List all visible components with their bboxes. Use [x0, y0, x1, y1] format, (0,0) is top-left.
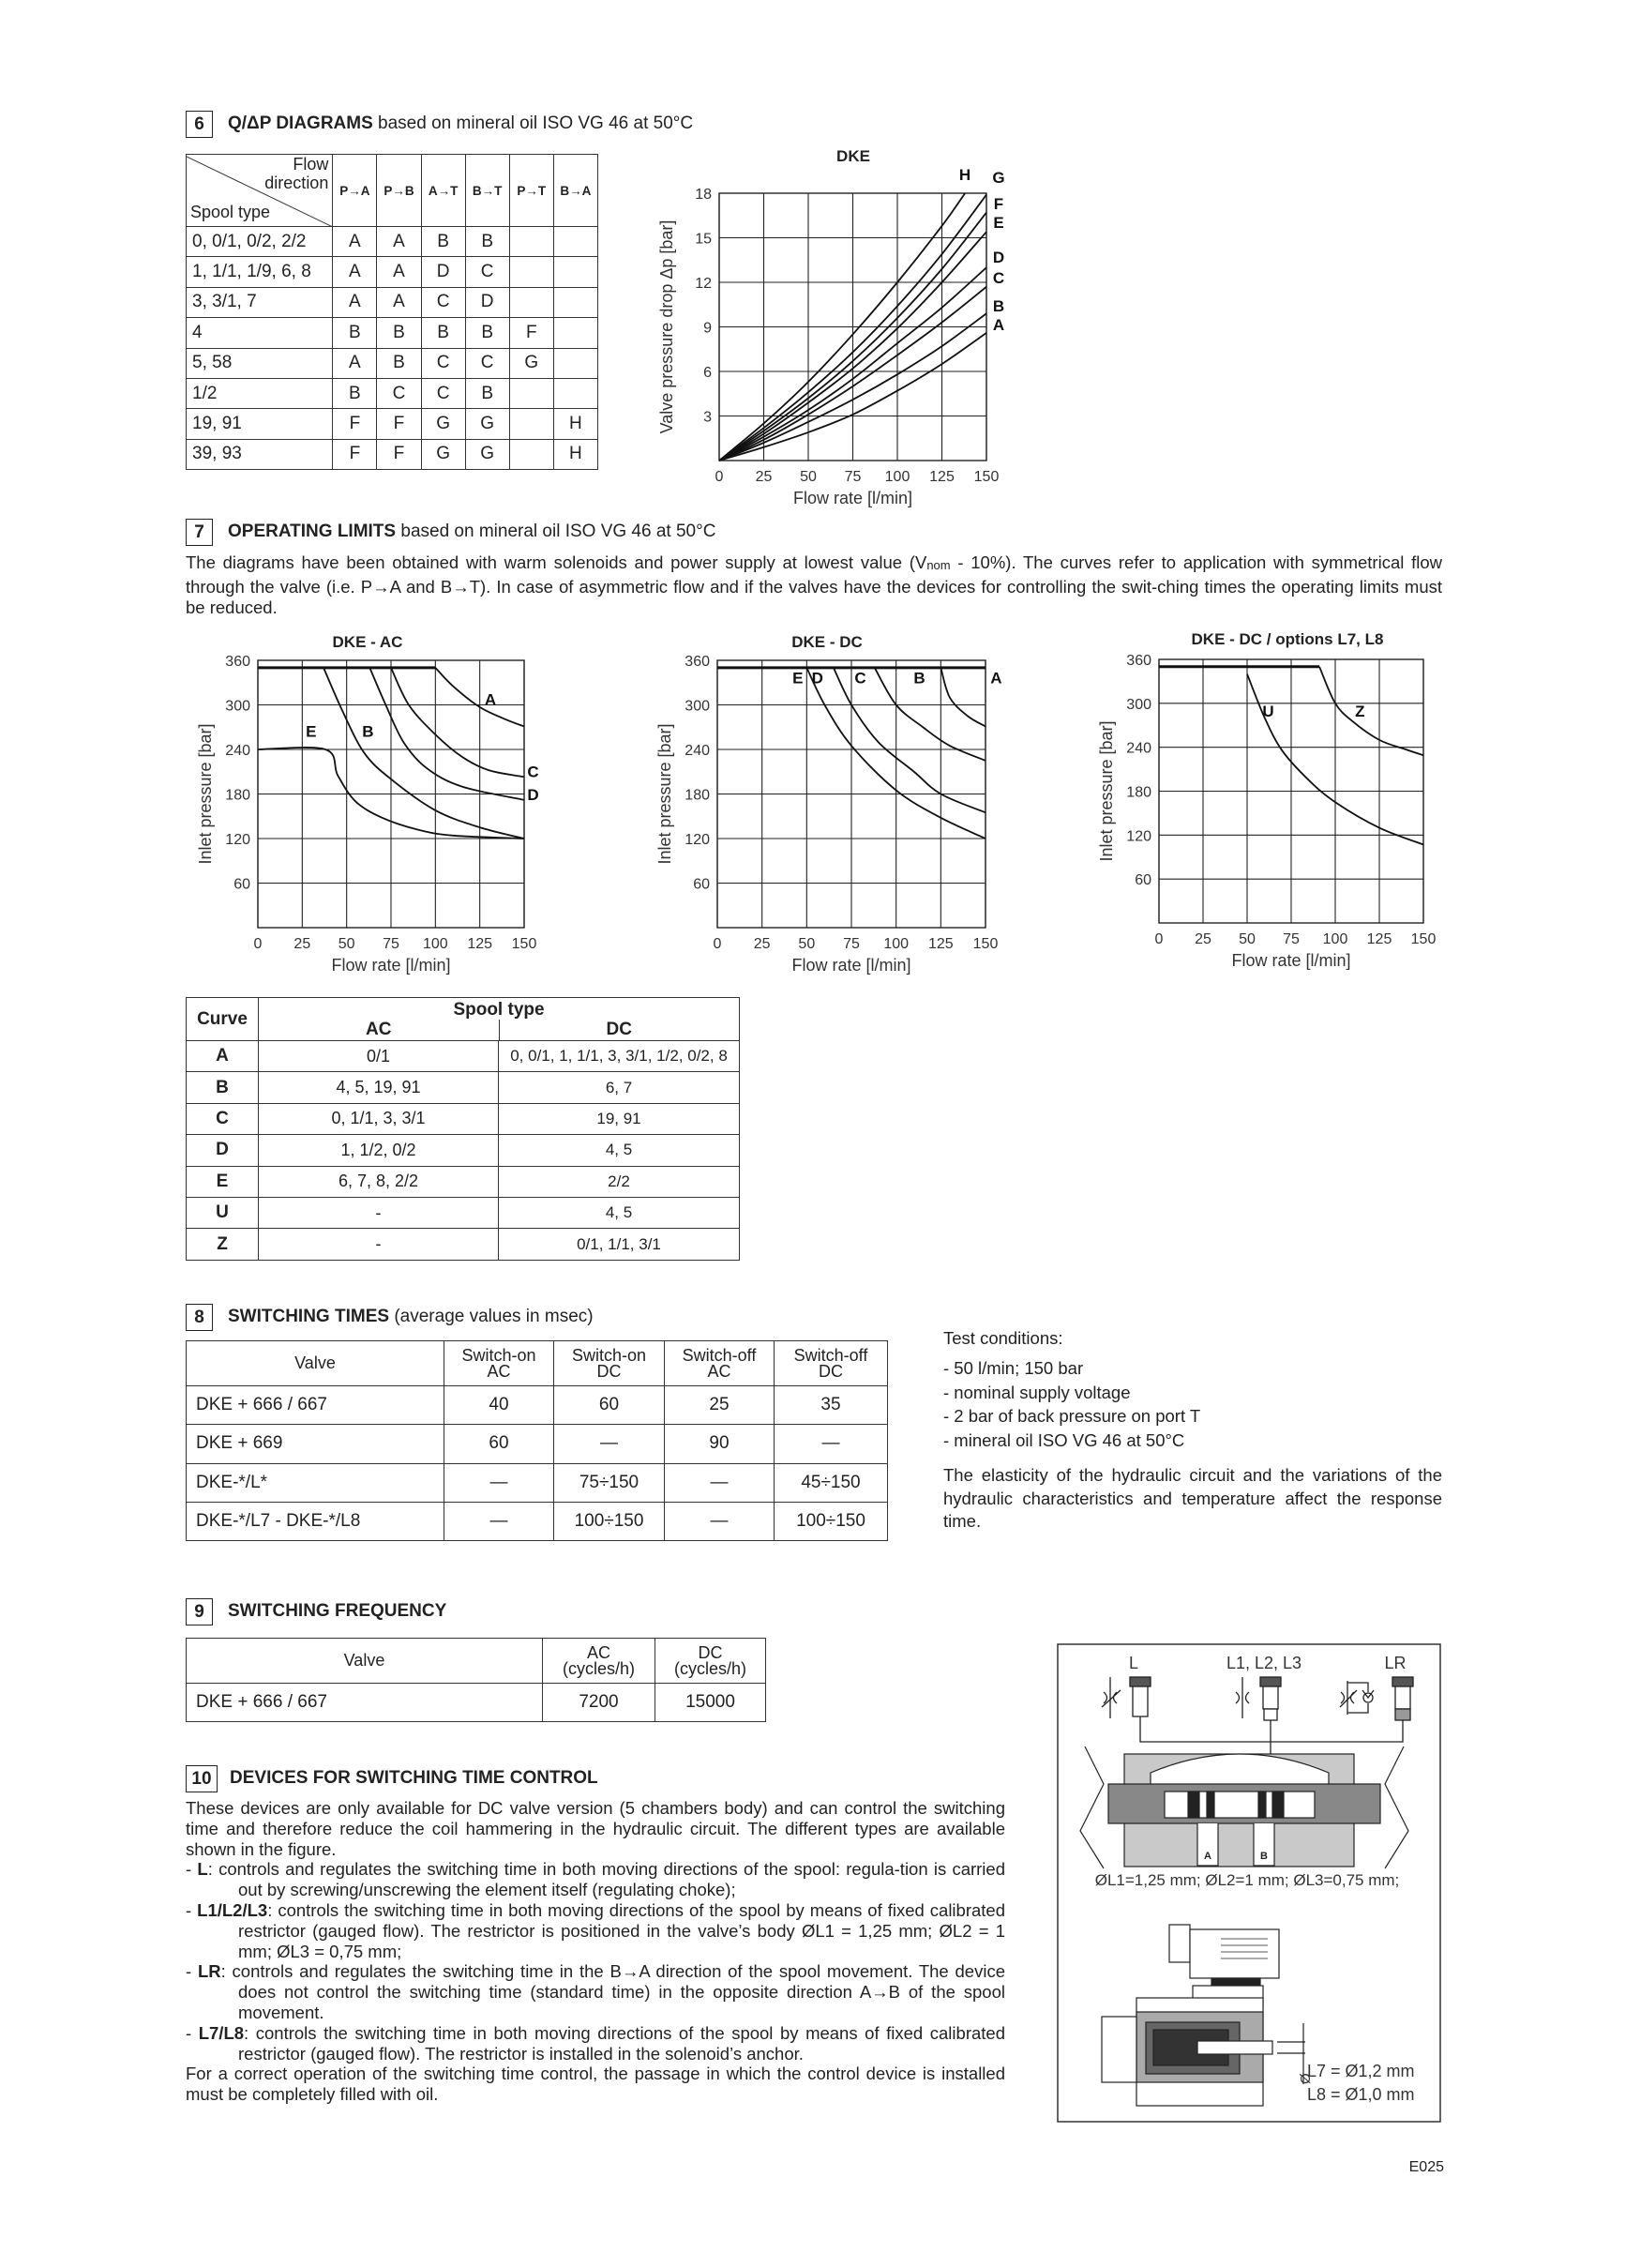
- flow-curve-cell: B: [421, 318, 465, 348]
- x-tick-label: 125: [467, 936, 493, 952]
- page-code: E025: [1408, 2159, 1444, 2175]
- curve-label: C: [527, 763, 539, 781]
- table-row: [187, 318, 598, 348]
- table-row: [187, 1229, 740, 1260]
- y-tick-label: 6: [703, 365, 712, 381]
- x-tick-label: 0: [253, 936, 263, 952]
- curve-cell: E: [187, 1166, 259, 1197]
- table-row: [187, 1103, 740, 1134]
- text: The diagrams have been obtained with warm solenoids and power supply at lowest value (V: [186, 552, 927, 572]
- section-heading: OPERATING LIMITS: [228, 522, 397, 541]
- value-cell: 90: [665, 1425, 775, 1463]
- x-tick-label: 0: [1154, 931, 1164, 947]
- flow-curve-cell: A: [377, 287, 421, 317]
- label-lr: LR: [1384, 1654, 1407, 1672]
- y-tick-label: 240: [1126, 740, 1151, 757]
- x-tick-label: 50: [798, 936, 816, 952]
- flow-curve-cell: G: [421, 439, 465, 469]
- curve-cell: D: [187, 1135, 259, 1166]
- operating-limits-paragraph: [186, 552, 1442, 619]
- flow-curve-cell: B: [465, 378, 509, 408]
- dc-spool-cell: 2/2: [499, 1166, 740, 1197]
- value-cell: —: [665, 1502, 775, 1540]
- chart-dke-dc: [647, 619, 1022, 975]
- device-item: - L1/L2/L3: controls the switching time in both moving directions of the spool by means of fixed calibrated restrictor (gauged flow). The restrictor is positioned in the valve’s body ØL1 = 1,25 mm; ØL2 = 1 mm; ØL3 = 0,75 mm;: [186, 1899, 1005, 1961]
- ac-spool-cell: 0, 1/1, 3, 3/1: [259, 1103, 499, 1134]
- diameter-symbol: Ø: [1298, 2073, 1314, 2084]
- x-tick-label: 0: [713, 936, 722, 952]
- flow-curve-cell: B: [465, 227, 509, 257]
- y-axis-label: Inlet pressure [bar]: [1097, 720, 1116, 862]
- curve-c: [391, 668, 524, 777]
- flow-curve-cell: G: [421, 409, 465, 439]
- x-tick-label: 150: [511, 936, 537, 952]
- dc-spool-cell: 19, 91: [499, 1103, 740, 1134]
- section-title: DEVICES FOR SWITCHING TIME CONTROL: [230, 1768, 598, 1788]
- flow-curve-cell: C: [377, 378, 421, 408]
- y-tick-label: 360: [1126, 653, 1151, 669]
- chart-dke-ac: [188, 619, 563, 975]
- flow-curve-cell: F: [333, 409, 377, 439]
- flow-curve-cell: [553, 227, 597, 257]
- table-row: [187, 1684, 766, 1722]
- x-tick-label: 75: [1283, 931, 1300, 947]
- ac-spool-cell: 0/1: [259, 1041, 499, 1072]
- test-note: The elasticity of the hydraulic circuit and the variations of the hydraulic characteristics and temperature affect the response time.: [943, 1465, 1442, 1531]
- value-cell: —: [554, 1425, 665, 1463]
- curve-label: H: [958, 166, 971, 184]
- table-row: [187, 287, 598, 317]
- header-row: [187, 155, 598, 227]
- switching-frequency-table: [186, 1638, 766, 1722]
- column-header: Switch-on AC: [444, 1341, 554, 1386]
- device-key: L: [197, 1859, 208, 1880]
- x-axis-label: Flow rate [l/min]: [792, 489, 913, 507]
- y-tick-label: 120: [685, 832, 710, 848]
- device-key: L7/L8: [198, 2022, 245, 2043]
- flow-curve-cell: G: [465, 409, 509, 439]
- column-header: P→A: [333, 155, 377, 227]
- y-tick-label: 300: [685, 698, 710, 715]
- table-row: [187, 227, 598, 257]
- flow-curve-cell: H: [553, 409, 597, 439]
- value-cell: 25: [665, 1386, 775, 1425]
- curve-label: G: [992, 169, 1005, 187]
- curve-cell: Z: [187, 1229, 259, 1260]
- curve-spool-table: [186, 997, 740, 1261]
- x-tick-label: 25: [1195, 931, 1211, 947]
- spool-type-cell: 0, 0/1, 0/2, 2/2: [187, 227, 333, 257]
- spool-type-header: [259, 998, 740, 1041]
- table-row: [187, 1166, 740, 1197]
- curve-label: A: [990, 669, 1002, 688]
- curve-cell: U: [187, 1197, 259, 1228]
- chart-title: DKE - DC: [791, 633, 863, 651]
- table-row: [187, 378, 598, 408]
- y-tick-label: 300: [1126, 696, 1151, 713]
- y-axis-label: Inlet pressure [bar]: [655, 723, 674, 865]
- ac-spool-cell: 4, 5, 19, 91: [259, 1072, 499, 1103]
- y-tick-label: 60: [233, 876, 250, 893]
- restrictor-diameters: ØL1=1,25 mm; ØL2=1 mm; ØL3=0,75 mm;: [1094, 1871, 1400, 1889]
- column-header: Valve: [187, 1341, 444, 1386]
- label-l: L: [1128, 1654, 1139, 1672]
- port-b-label: B: [1260, 1851, 1268, 1862]
- solenoid: [1102, 1925, 1305, 2106]
- intro: These devices are only available for DC valve version (5 chambers body) and can control the switching time and therefore reduce the coil hammering in the hydraulic circuit. The different types are available shown in the figure.: [186, 1798, 1005, 1859]
- value-cell: 60: [444, 1425, 554, 1463]
- chart-dke-dc-l7-l8: [1089, 618, 1464, 975]
- x-tick-label: 125: [1366, 931, 1392, 947]
- section-number: 7: [186, 519, 213, 546]
- flow-curve-cell: G: [509, 348, 553, 378]
- flow-curve-cell: A: [333, 287, 377, 317]
- flow-curve-cell: G: [465, 439, 509, 469]
- value-cell: 7200: [543, 1684, 655, 1722]
- flow-curve-cell: C: [421, 287, 465, 317]
- flow-curve-cell: [509, 378, 553, 408]
- curve-label: B: [362, 722, 374, 741]
- table-row: [187, 1197, 740, 1228]
- header-row: [187, 1341, 888, 1386]
- table-row: [187, 1502, 888, 1540]
- l8-diameter: L8 = Ø1,0 mm: [1307, 2085, 1415, 2104]
- y-tick-label: 180: [225, 787, 250, 804]
- section-number: 8: [186, 1304, 213, 1331]
- y-axis-label: Valve pressure drop Δp [bar]: [657, 219, 676, 434]
- chart-dke: [647, 141, 1022, 516]
- device-description: : controls and regulates the switching time in both moving directions of the spool: regula-tion is carried out by screwing/unscrewing the element itself (regulating choke);: [207, 1859, 1005, 1900]
- dc-spool-cell: 4, 5: [499, 1197, 740, 1228]
- value-cell: 35: [775, 1386, 888, 1425]
- x-tick-label: 150: [972, 936, 999, 952]
- section-number: 10: [186, 1765, 218, 1792]
- curve-c: [875, 668, 986, 761]
- x-tick-label: 100: [884, 469, 910, 485]
- test-condition: - nominal supply voltage: [943, 1382, 1131, 1402]
- value-cell: 40: [444, 1386, 554, 1425]
- curve-cell: C: [187, 1103, 259, 1134]
- flow-curve-cell: B: [333, 318, 377, 348]
- x-tick-label: 50: [800, 469, 817, 485]
- device-description: : controls the switching time in both moving directions of the spool by means of fixed calibrated restrictor (gauged flow). The restrictor is positioned in the valve’s body ØL1 = 1,25 mm; ØL2 = 1 mm; ØL3 = 0,75 mm;: [238, 1899, 1005, 1961]
- flow-curve-cell: H: [553, 439, 597, 469]
- y-tick-label: 240: [225, 743, 250, 759]
- y-tick-label: 360: [685, 654, 710, 670]
- flow-curve-cell: B: [465, 318, 509, 348]
- flow-curve-cell: F: [333, 439, 377, 469]
- flow-curve-cell: [509, 257, 553, 287]
- flow-curve-cell: D: [465, 287, 509, 317]
- device-description: : controls and regulates the switching time in the B→A direction of the spool movement. The device does not control the switching time (standard time) in the opposite direction A→B of the spool movement.: [220, 1961, 1005, 2022]
- flow-curve-cell: D: [421, 257, 465, 287]
- flow-curve-cell: [509, 287, 553, 317]
- y-tick-label: 180: [685, 787, 710, 804]
- flow-curve-cell: [509, 409, 553, 439]
- flow-curve-cell: [553, 287, 597, 317]
- ac-header: AC: [366, 1019, 392, 1039]
- y-tick-label: 18: [695, 187, 712, 203]
- curve-label: D: [992, 249, 1005, 266]
- spool-type-cell: 5, 58: [187, 348, 333, 378]
- value-cell: —: [665, 1463, 775, 1502]
- flow-curve-cell: F: [377, 409, 421, 439]
- y-tick-label: 60: [693, 876, 710, 893]
- section-heading: Q/ΔP DIAGRAMS: [228, 113, 373, 133]
- curve-label: Z: [1355, 702, 1365, 720]
- dc-spool-cell: 0/1, 1/1, 3/1: [499, 1229, 740, 1260]
- chart-title: DKE: [836, 147, 870, 165]
- spool-type-cell: 1, 1/1, 1/9, 6, 8: [187, 257, 333, 287]
- test-condition: - 50 l/min; 150 bar: [943, 1358, 1084, 1378]
- curve-d: [834, 668, 986, 812]
- test-conditions-list: [943, 1356, 1200, 1452]
- curve-label: U: [1262, 702, 1274, 720]
- valve-cell: DKE-*/L*: [187, 1463, 444, 1502]
- value-cell: 100÷150: [554, 1502, 665, 1540]
- device-item: - L7/L8: controls the switching time in both moving directions of the spool by means of fixed calibrated restrictor (gauged flow). The restrictor is installed in the solenoid’s anchor.: [186, 2022, 1005, 2064]
- x-tick-label: 75: [844, 469, 862, 485]
- column-header: B→A: [553, 155, 597, 227]
- value-cell: —: [775, 1425, 888, 1463]
- x-tick-label: 150: [1410, 931, 1437, 947]
- curve-header: Curve: [187, 998, 259, 1041]
- column-header: AC (cycles/h): [543, 1639, 655, 1684]
- section-title: [228, 522, 715, 542]
- flow-direction-label: [264, 155, 328, 192]
- y-tick-label: 240: [685, 743, 710, 759]
- value-cell: —: [444, 1502, 554, 1540]
- curve-cell: A: [187, 1041, 259, 1072]
- table-row: [187, 439, 598, 469]
- section-subtitle: based on mineral oil ISO VG 46 at 50°C: [396, 522, 716, 541]
- curve-cell: B: [187, 1072, 259, 1103]
- curve-label: B: [992, 297, 1005, 315]
- y-tick-label: 180: [1126, 784, 1151, 801]
- value-cell: 60: [554, 1386, 665, 1425]
- table-row: [187, 1041, 740, 1072]
- section-number: 6: [186, 111, 213, 138]
- curve-label: D: [527, 785, 539, 804]
- flow-curve-cell: B: [333, 378, 377, 408]
- section-title: SWITCHING FREQUENCY: [228, 1601, 447, 1621]
- section-subtitle: (average values in msec): [389, 1307, 594, 1326]
- flow-curve-cell: C: [465, 348, 509, 378]
- section-subtitle: based on mineral oil ISO VG 46 at 50°C: [372, 113, 694, 133]
- table-row: [187, 1425, 888, 1463]
- y-tick-label: 3: [703, 409, 712, 426]
- chart-title: DKE - DC / options L7, L8: [1191, 630, 1384, 648]
- outro: For a correct operation of the switching time control, the passage in which the control device is installed must be completely filled with oil.: [186, 2064, 1005, 2105]
- table-row: [187, 409, 598, 439]
- text: nom: [926, 558, 951, 572]
- curve-label: B: [913, 669, 925, 688]
- x-axis-label: Flow rate [l/min]: [1231, 951, 1351, 970]
- table-row: [187, 348, 598, 378]
- curve-label: A: [484, 690, 497, 709]
- valve-body: [1080, 1746, 1408, 1868]
- port-a-label: A: [1204, 1851, 1211, 1862]
- column-header: Valve: [187, 1639, 543, 1684]
- flow-curve-cell: [553, 318, 597, 348]
- spool-type-cell: 3, 3/1, 7: [187, 287, 333, 317]
- curve-b: [940, 668, 986, 727]
- flow-curve-cell: C: [421, 348, 465, 378]
- y-tick-label: 15: [695, 231, 712, 248]
- y-tick-label: 360: [225, 654, 250, 670]
- column-header: A→T: [421, 155, 465, 227]
- y-tick-label: 120: [1126, 828, 1151, 845]
- x-tick-label: 75: [843, 936, 860, 952]
- flow-curve-cell: C: [421, 378, 465, 408]
- spool-type-cell: 1/2: [187, 378, 333, 408]
- spool-type-cell: 4: [187, 318, 333, 348]
- flow-curve-cell: C: [465, 257, 509, 287]
- corner-cell: [187, 155, 333, 227]
- section-title: [228, 1307, 594, 1327]
- flow-curve-cell: [553, 348, 597, 378]
- column-header: Switch-on DC: [554, 1341, 665, 1386]
- x-tick-label: 125: [927, 936, 954, 952]
- test-condition: - 2 bar of back pressure on port T: [943, 1406, 1201, 1426]
- flow-curve-cell: A: [333, 257, 377, 287]
- text: direction: [264, 174, 329, 192]
- header-row: [187, 1639, 766, 1684]
- curve-label: C: [854, 669, 866, 688]
- label-l1-l2-l3: L1, L2, L3: [1226, 1654, 1302, 1672]
- device-item: - L: controls and regulates the switching time in both moving directions of the spool: regula-tion is carried out by screwing/unscrewing the element itself (regulating choke);: [186, 1859, 1005, 1900]
- x-tick-label: 25: [293, 936, 311, 952]
- flow-direction-table: [186, 154, 598, 470]
- text: - 10%). The curves refer to application with symmetrical flow through the valve (i.e. P→A and B→T). In case of asymmetric flow and if the valves have the devices for controlling the swit-ching times the operating limits must be reduced.: [186, 552, 1442, 617]
- table-row: [187, 1463, 888, 1502]
- l7-diameter: L7 = Ø1,2 mm: [1307, 2062, 1415, 2080]
- curve-label: D: [811, 669, 823, 688]
- test-conditions-title: Test conditions:: [943, 1328, 1063, 1348]
- x-tick-label: 150: [973, 469, 1000, 485]
- dc-spool-cell: 0, 0/1, 1, 1/1, 3, 3/1, 1/2, 0/2, 8: [499, 1041, 740, 1072]
- flow-curve-cell: A: [377, 257, 421, 287]
- column-header: Switch-off AC: [665, 1341, 775, 1386]
- dc-spool-cell: 6, 7: [499, 1072, 740, 1103]
- x-tick-label: 125: [929, 469, 955, 485]
- valve-cell: DKE + 666 / 667: [187, 1684, 543, 1722]
- chart-title: DKE - AC: [332, 633, 403, 651]
- y-tick-label: 120: [225, 832, 250, 848]
- section-number: 9: [186, 1598, 213, 1625]
- text: Flow: [293, 155, 329, 174]
- section-heading: SWITCHING TIMES: [228, 1307, 390, 1326]
- device-key: L1/L2/L3: [197, 1899, 268, 1920]
- flow-curve-cell: A: [377, 227, 421, 257]
- valve-cell: DKE + 666 / 667: [187, 1386, 444, 1425]
- curve-label: E: [792, 669, 804, 688]
- ac-spool-cell: 6, 7, 8, 2/2: [259, 1166, 499, 1197]
- ac-spool-cell: 1, 1/2, 0/2: [259, 1135, 499, 1166]
- valve-cell: DKE-*/L7 - DKE-*/L8: [187, 1502, 444, 1540]
- value-cell: 75÷150: [554, 1463, 665, 1502]
- curve-label: E: [993, 214, 1004, 232]
- flow-curve-cell: A: [333, 227, 377, 257]
- x-axis-label: Flow rate [l/min]: [331, 956, 451, 975]
- column-header: DC (cycles/h): [655, 1639, 766, 1684]
- curve-label: E: [306, 722, 317, 741]
- flow-curve-cell: B: [377, 318, 421, 348]
- ac-spool-cell: -: [259, 1197, 499, 1228]
- ac-spool-cell: -: [259, 1229, 499, 1260]
- spool-type-label: Spool type: [453, 999, 545, 1020]
- device-description: : controls the switching time in both moving directions of the spool by means of fixed calibrated restrictor (gauged flow). The restrictor is installed in the solenoid’s anchor.: [238, 2022, 1005, 2064]
- y-tick-label: 12: [695, 276, 712, 292]
- spool-type-cell: 39, 93: [187, 439, 333, 469]
- spool-type-label: Spool type: [190, 203, 271, 221]
- x-tick-label: 0: [715, 469, 724, 485]
- column-header: P→B: [377, 155, 421, 227]
- device-key: LR: [197, 1961, 221, 1982]
- x-tick-label: 25: [753, 936, 771, 952]
- flow-curve-cell: A: [333, 348, 377, 378]
- flow-curve-cell: [509, 227, 553, 257]
- value-cell: 100÷150: [775, 1502, 888, 1540]
- x-tick-label: 25: [755, 469, 773, 485]
- flow-curve-cell: B: [377, 348, 421, 378]
- switching-times-table: [186, 1340, 888, 1541]
- curve-label: C: [992, 269, 1005, 287]
- value-cell: —: [444, 1463, 554, 1502]
- dc-header: DC: [499, 1020, 740, 1040]
- column-header: Switch-off DC: [775, 1341, 888, 1386]
- x-axis-label: Flow rate [l/min]: [791, 956, 911, 975]
- dc-spool-cell: 4, 5: [499, 1135, 740, 1166]
- flow-curve-cell: F: [509, 318, 553, 348]
- value-cell: 45÷150: [775, 1463, 888, 1502]
- device-item: - LR: controls and regulates the switching time in the B→A direction of the spool movement. The device does not control the switching time (standard time) in the opposite direction A→B of the spool movement.: [186, 1961, 1005, 2022]
- y-tick-label: 9: [703, 320, 712, 337]
- x-tick-label: 75: [383, 936, 399, 952]
- flow-curve-cell: [553, 257, 597, 287]
- valve-cell: DKE + 669: [187, 1425, 444, 1463]
- column-header: B→T: [465, 155, 509, 227]
- x-tick-label: 100: [1322, 931, 1348, 947]
- x-tick-label: 50: [1239, 931, 1256, 947]
- flow-curve-cell: B: [421, 227, 465, 257]
- curve-label: A: [992, 316, 1005, 334]
- x-tick-label: 100: [422, 936, 448, 952]
- test-condition: - mineral oil ISO VG 46 at 50°C: [943, 1429, 1185, 1450]
- column-header: P→T: [509, 155, 553, 227]
- spool-type-cell: 19, 91: [187, 409, 333, 439]
- flow-curve-cell: F: [377, 439, 421, 469]
- table-row: [187, 1072, 740, 1103]
- y-tick-label: 60: [1135, 872, 1151, 889]
- y-tick-label: 300: [225, 698, 250, 715]
- x-tick-label: 50: [338, 936, 355, 952]
- value-cell: 15000: [655, 1684, 766, 1722]
- flow-curve-cell: [553, 378, 597, 408]
- x-tick-label: 100: [883, 936, 910, 952]
- table-row: [187, 257, 598, 287]
- flow-curve-cell: [509, 439, 553, 469]
- table-row: [187, 1386, 888, 1425]
- curve-label: F: [993, 195, 1004, 213]
- table-row: [187, 1135, 740, 1166]
- devices-figure: [1057, 1643, 1441, 2124]
- devices-description: [186, 1798, 1005, 2105]
- section-title: [228, 113, 693, 134]
- y-axis-label: Inlet pressure [bar]: [196, 723, 215, 865]
